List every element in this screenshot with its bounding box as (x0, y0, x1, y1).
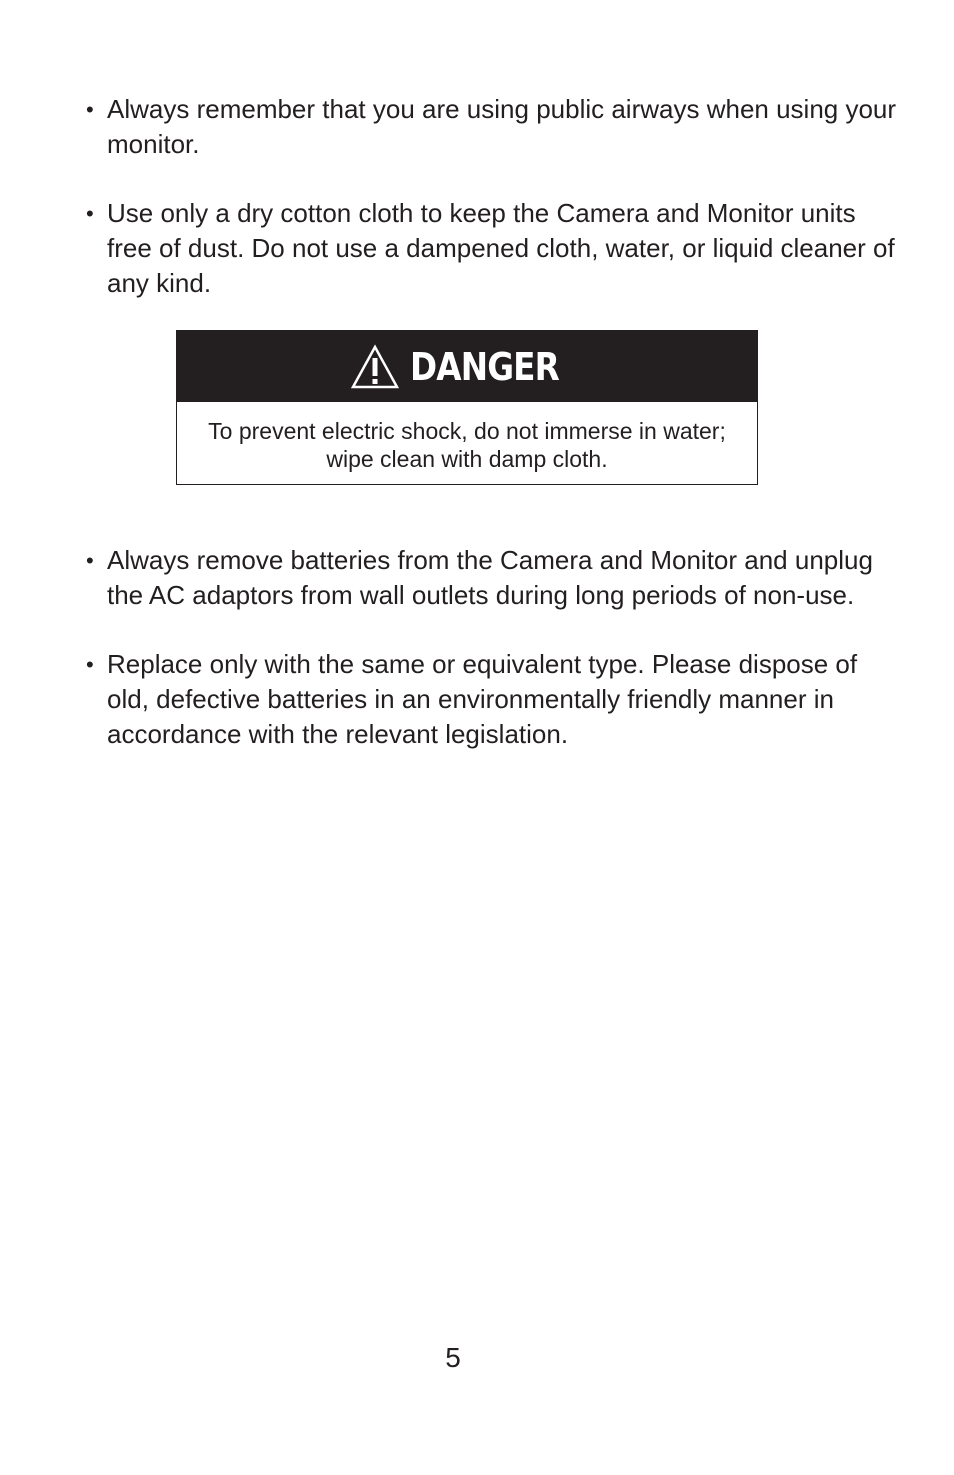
bullet-text: Always remove batteries from the Camera and Monitor and unplug the AC adaptors from wall outlets during long periods of non-use. (107, 545, 873, 610)
list-item (0, 543, 954, 613)
warning-triangle-icon (350, 344, 400, 390)
danger-text: To prevent electric shock, do not immerse in water; wipe clean with damp cloth. (208, 418, 726, 472)
bullet-text: Use only a dry cotton cloth to keep the Camera and Monitor units free of dust. Do not use a dampened cloth, water, or liquid cleaner of any kind. (107, 198, 895, 298)
list-item (0, 647, 954, 752)
bullet-text: Replace only with the same or equivalent type. Please dispose of old, defective batteries in an environmentally friendly manner in accordance with the relevant legislation. (107, 649, 858, 749)
bullet-symbol: • (86, 548, 94, 573)
bullet-list-bottom (0, 543, 954, 786)
danger-notice (176, 330, 758, 485)
bullet-text: Always remember that you are using public airways when using your monitor. (107, 94, 897, 159)
bullet-list-top (0, 92, 954, 335)
list-item (0, 92, 954, 162)
bullet-symbol: • (86, 652, 94, 677)
page-number: 5 (445, 1342, 461, 1373)
bullet-symbol: • (86, 97, 94, 122)
bullet-symbol: • (86, 201, 94, 226)
danger-title: DANGER (410, 344, 560, 389)
list-item (0, 196, 954, 301)
danger-header (177, 331, 757, 402)
